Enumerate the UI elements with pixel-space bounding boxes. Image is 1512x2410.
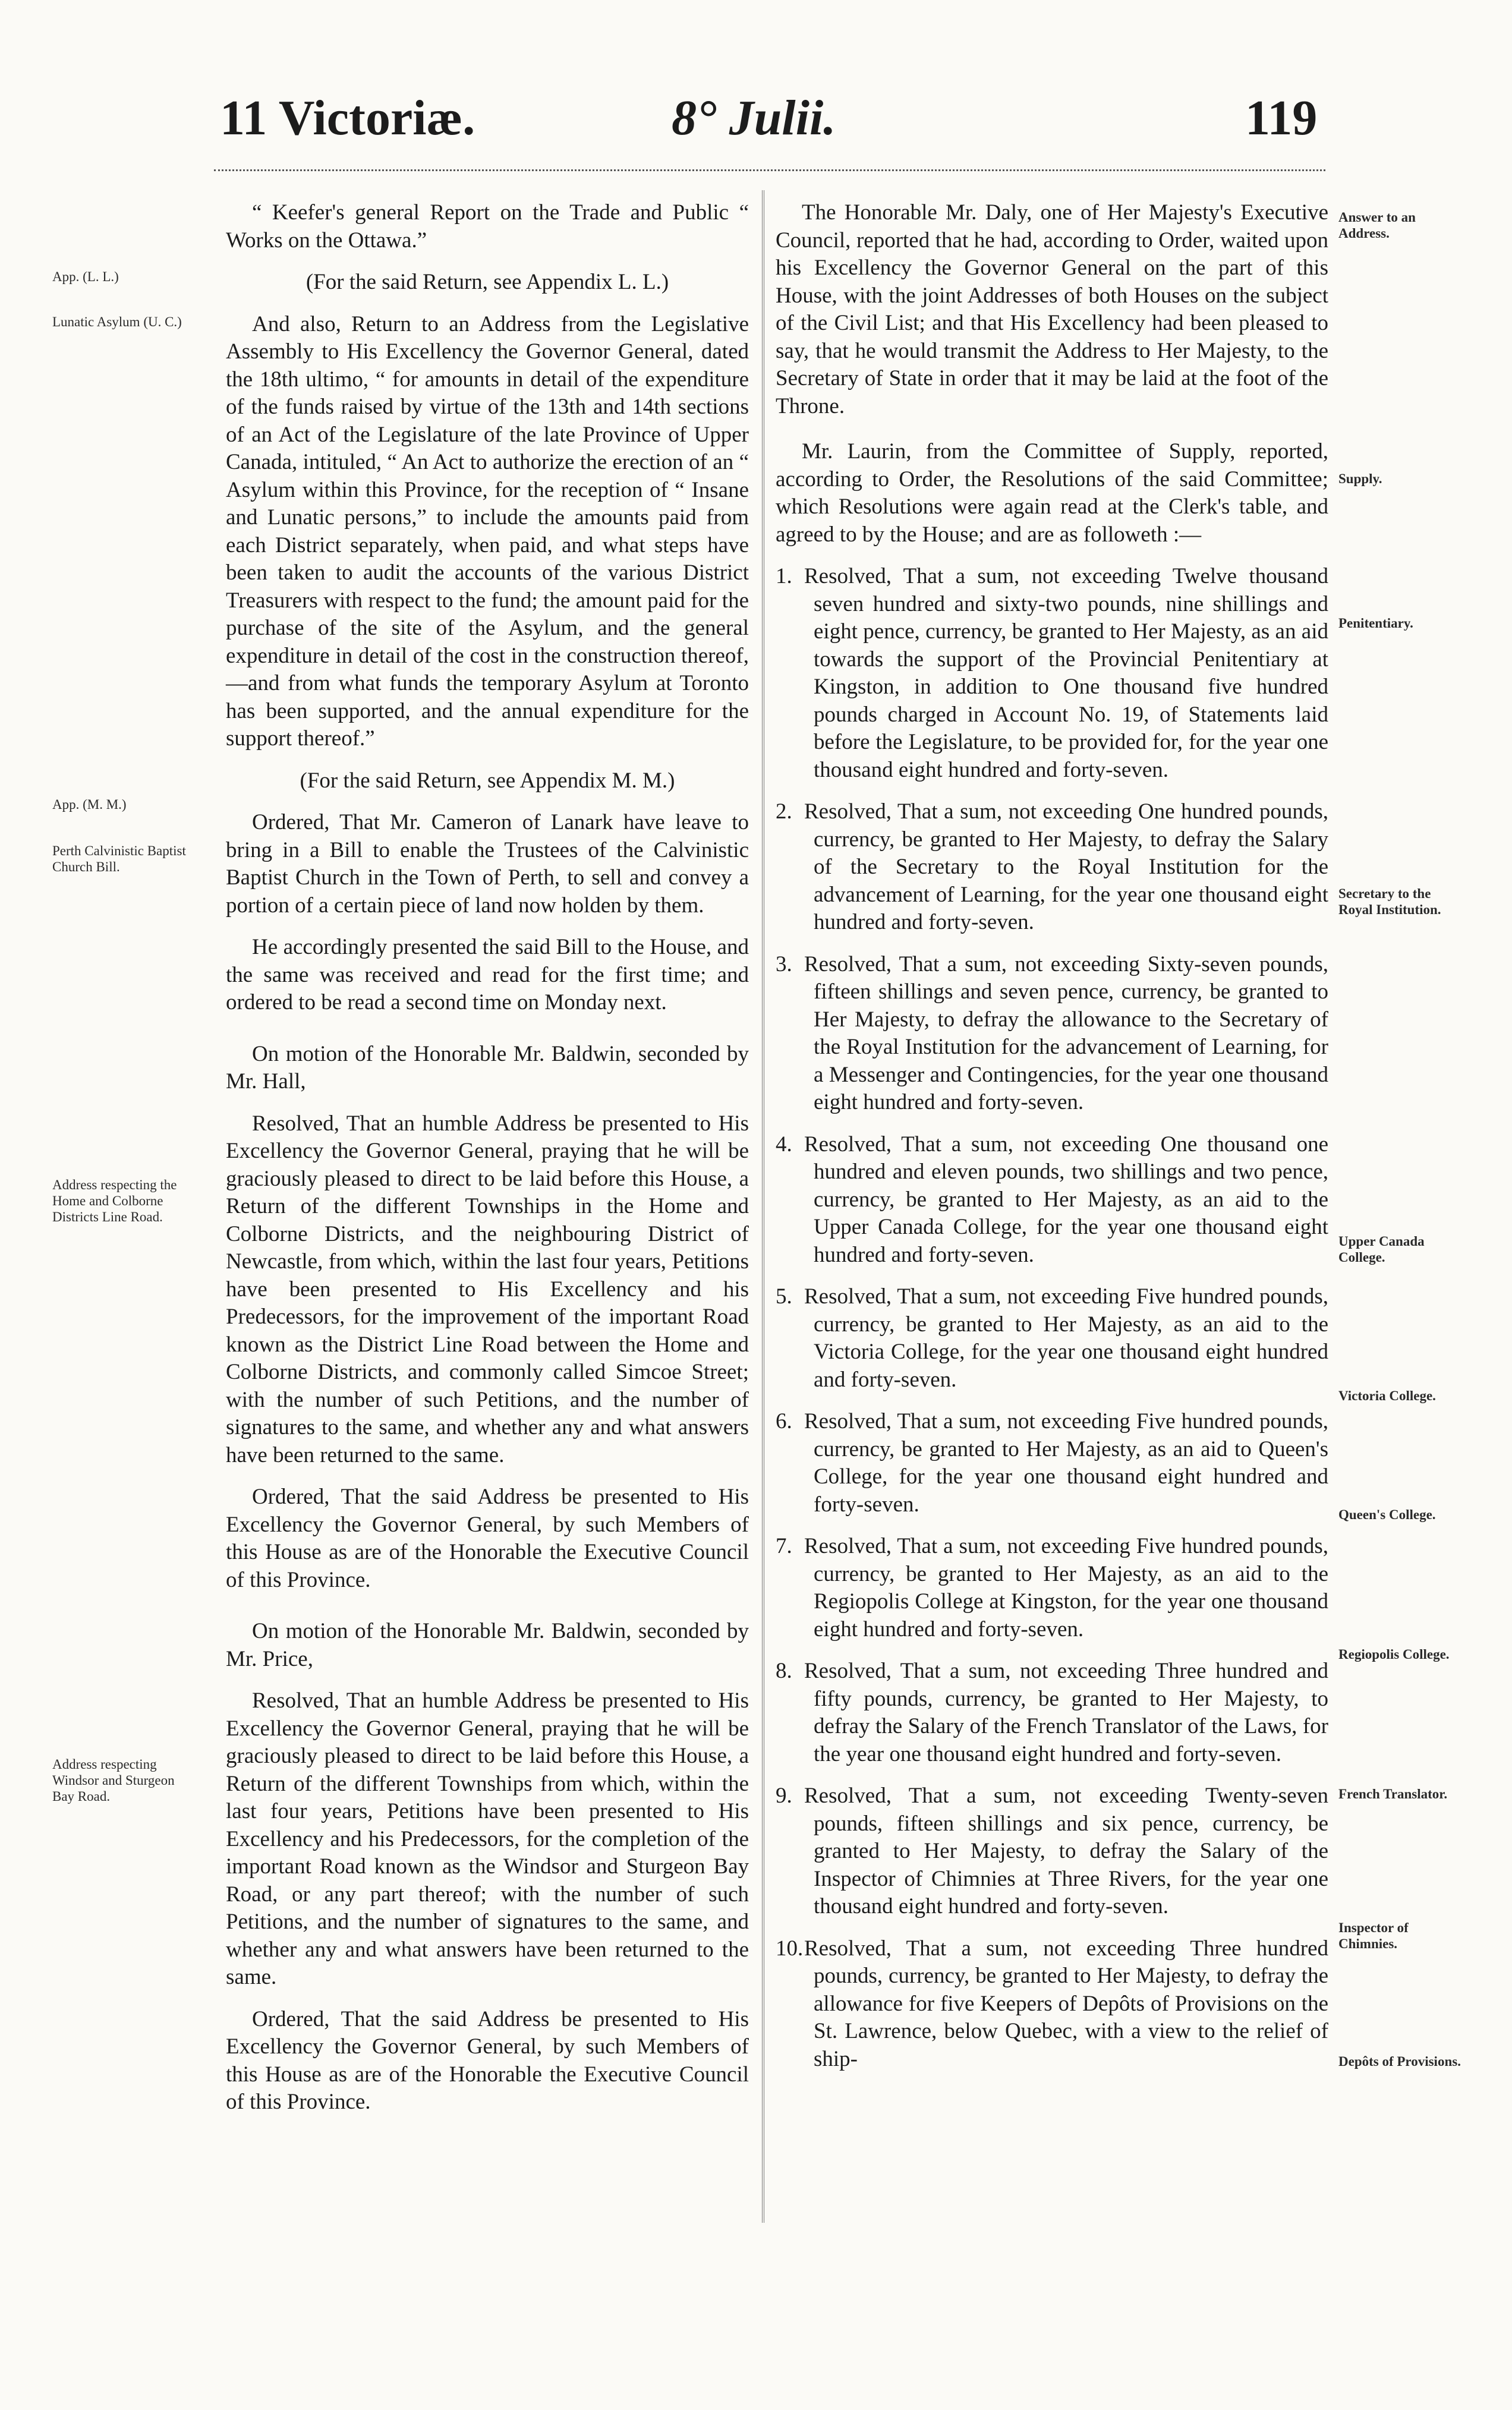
margin-note-victoria: Victoria College. <box>1338 1388 1436 1403</box>
margin-note-app-ll: App. (L. L.) <box>52 269 119 284</box>
right-para-daly-report: The Honorable Mr. Daly, one of Her Majesty's Executive Council, reported that he had, according to Order, waited upon his Excellency the Governor General on the part of this House, with the joint Addresses of both Houses on the subject of the Civil List; and that His Excellency had been pleased to say, that he would transmit the Address to Her Majesty, to the Secretary of State in order that it may be laid at the foot of the Throne. <box>776 200 1328 418</box>
resolution-item <box>776 1782 1328 1921</box>
resolution-number: 2. <box>776 799 792 824</box>
margin-note-supply: Supply. <box>1338 471 1382 486</box>
resolution-item <box>776 1935 1328 2074</box>
left-para-ordered-address-2: Ordered, That the said Address be presented to His Excellency the Governor General, by such Members of this House as are of the Honorable the Executive Council of this Province. <box>226 2006 749 2114</box>
resolution-item <box>776 1131 1328 1269</box>
left-para-ordered-perth: Ordered, That Mr. Cameron of Lanark have leave to bring in a Bill to enable the Trustees of the Calvinistic Baptist Church in the Town of Perth, to sell and convey a portion of a certain piece of land now holden by them. <box>226 810 749 918</box>
left-para-keefer: “ Keefer's general Report on the Trade and Public “ Works on the Ottawa.” <box>226 200 749 253</box>
resolution-number: 7. <box>776 1534 792 1558</box>
margin-note-chimnies: Inspector of Chimnies. <box>1338 1920 1409 1951</box>
resolution-number: 1. <box>776 564 792 588</box>
resolution-text: Resolved, That a sum, not exceeding Twenty-seven pounds, fifteen shillings and six pence, currency, be granted to Her Majesty, to defray the Salary of the Inspector of Chimnies at Three Rivers, for the year one thousand eight hundred and forty-seven. <box>804 1784 1328 1918</box>
left-para-appendix-mm: (For the said Return, see Appendix M. M.) <box>300 768 675 793</box>
resolution-number: 6. <box>776 1409 792 1434</box>
margin-note-french-translator: French Translator. <box>1338 1787 1448 1801</box>
page-number: 119 <box>1245 90 1318 146</box>
resolution-text: Resolved, That a sum, not exceeding One thousand one hundred and eleven pounds, two shillings and two pence, currency, be granted to Her Majesty, as an aid to the Upper Canada College, for the year one thousand eight hundred and forty-seven. <box>804 1132 1328 1267</box>
resolution-text: Resolved, That a sum, not exceeding Twelve thousand seven hundred and sixty-two pounds, nine shillings and eight pence, currency, be granted to Her Majesty, as an aid towards the support of the Provincial Penitentiary at Kingston, in addition to One thousand five hundred pounds charged in Account No. 19, of Statements laid before the Legislature, to be provided for, for the year one thousand eight hundred and forty-seven. <box>804 564 1328 782</box>
resolution-text: Resolved, That a sum, not exceeding Five hundred pounds, currency, be granted to Her Majesty, as an aid to Queen's College, for the year one thousand eight hundred and forty-seven. <box>804 1409 1328 1517</box>
resolution-item <box>776 1283 1328 1394</box>
margin-note-queens: Queen's College. <box>1338 1507 1436 1522</box>
right-para-supply-report: Mr. Laurin, from the Committee of Supply, reported, according to Order, the Resolutions of the said Committee; which Resolutions were again read at the Clerk's table, and agreed to by the House; and are as followeth :— <box>776 439 1328 547</box>
resolution-text: Resolved, That a sum, not exceeding Three hundred pounds, currency, be granted to Her Majesty, to defray the allowance for five Keepers of Depôts of Provisions on the St. Lawrence, below Quebec, with a view to the relief of ship- <box>804 1936 1328 2071</box>
header-date: 8° Julii. <box>672 90 836 146</box>
resolution-number: 9. <box>776 1784 792 1808</box>
resolution-text: Resolved, That a sum, not exceeding Three hundred and fifty pounds, currency, be granted to Her Majesty, to defray the Salary of the French Translator of the Laws, for the year one thousand eight hundred and forty-seven. <box>804 1659 1328 1766</box>
resolution-number: 3. <box>776 952 792 976</box>
resolution-number: 5. <box>776 1284 792 1309</box>
header-rule <box>214 169 1325 171</box>
resolution-item <box>776 951 1328 1117</box>
resolution-text: Resolved, That a sum, not exceeding Sixty-seven pounds, fifteen shillings and seven pence, currency, be granted to Her Majesty, to defray the allowance to the Secretary of the Royal Institution for the advancement of Learning, for a Messenger and Contingencies, for the year one thousand eight hundred and forty-seven. <box>804 952 1328 1114</box>
margin-note-secretary: Secretary to the Royal Institution. <box>1338 886 1441 917</box>
resolution-number: 10. <box>776 1936 804 1961</box>
resolution-item <box>776 798 1328 937</box>
left-para-ordered-address-1: Ordered, That the said Address be presented to His Excellency the Governor General, by such Members of this House as are of the Honorable the Executive Council of this Province. <box>226 1485 749 1592</box>
margin-note-perth-bill: Perth Calvinistic Baptist Church Bill. <box>52 843 186 874</box>
resolution-number: 4. <box>776 1132 792 1157</box>
margin-note-windsor-road: Address respecting Windsor and Sturgeon Bay Road. <box>52 1757 175 1804</box>
margin-note-depots: Depôts of Provisions. <box>1338 2054 1461 2069</box>
resolution-item <box>776 1533 1328 1643</box>
resolution-text: Resolved, That a sum, not exceeding One hundred pounds, currency, be granted to Her Majesty, to defray the Salary of the Secretary to the Royal Institution for the advancement of Learning, for the year one thousand eight hundred and forty-seven. <box>804 799 1328 934</box>
column-divider <box>762 190 764 2223</box>
page-header <box>0 89 1512 160</box>
left-para-appendix-ll: (For the said Return, see Appendix L. L.) <box>305 270 669 294</box>
left-para-bill-presented: He accordingly presented the said Bill to the House, and the same was received and read for the first time; and ordered to be read a second time on Monday next. <box>226 935 749 1015</box>
margin-note-line-road: Address respecting the Home and Colborne Districts Line Road. <box>52 1177 177 1224</box>
right-column <box>776 199 1328 2087</box>
margin-note-penitentiary: Penitentiary. <box>1338 616 1413 631</box>
margin-note-upper-canada: Upper Canada College. <box>1338 1234 1425 1265</box>
resolution-number: 8. <box>776 1659 792 1683</box>
resolution-text: Resolved, That a sum, not exceeding Five hundred pounds, currency, be granted to Her Majesty, as an aid to the Victoria College, for the year one thousand eight hundred and forty-seven. <box>804 1284 1328 1392</box>
resolution-text: Resolved, That a sum, not exceeding Five hundred pounds, currency, be granted to Her Majesty, as an aid to the Regiopolis College at Kingston, for the year one thousand eight hundred and forty-seven. <box>804 1534 1328 1642</box>
left-column <box>226 199 749 2131</box>
resolution-item <box>776 1658 1328 1768</box>
margin-note-app-mm: App. (M. M.) <box>52 797 127 812</box>
left-para-resolved-windsor: Resolved, That an humble Address be presented to His Excellency the Governor General, praying that he will be graciously pleased to direct to be laid before this House, a Return of the different Townships from which, within the last four years, Petitions have been presented to His Excellency and his Predecessors, for the completion of the important Road known as the Windsor and Sturgeon Bay Road, or any part thereof; with the number of such Petitions, and the number of signatures to the same, and whether any and what answers have been returned to the same. <box>226 1688 749 1989</box>
left-para-resolved-line-road: Resolved, That an humble Address be presented to His Excellency the Governor General, praying that he will be graciously pleased to direct to be laid before this House, a Return of the different Townships in the Home and Colborne Districts, and the neighbouring District of Newcastle, from which, within the last four years, Petitions have been presented to His Excellency and his Predecessors, for the improvement of the important Road known as the District Line Road between the Home and Colborne Districts, and commonly called Simcoe Street; with the number of such Petitions, and the number of signatures to the same, and whether any and what answers have been returned to the same. <box>226 1111 749 1467</box>
margin-note-lunatic-asylum: Lunatic Asylum (U. C.) <box>52 314 182 329</box>
left-para-motion-hall: On motion of the Honorable Mr. Baldwin, seconded by Mr. Hall, <box>226 1041 749 1094</box>
margin-note-regiopolis: Regiopolis College. <box>1338 1647 1450 1662</box>
margin-note-answer-address: Answer to an Address. <box>1338 210 1416 241</box>
resolution-item <box>776 1408 1328 1519</box>
resolution-item <box>776 563 1328 784</box>
left-para-motion-price: On motion of the Honorable Mr. Baldwin, seconded by Mr. Price, <box>226 1619 749 1671</box>
header-regnal-year: 11 Victoriæ. <box>220 90 475 146</box>
left-para-asylum-return: And also, Return to an Address from the Legislative Assembly to His Excellency the Governor General, dated the 18th ultimo, “ for amounts in detail of the expenditure of the funds raised by virtue of the 13th and 14th sections of an Act of the Legislature of the late Province of Upper Canada, intituled, “ An Act to authorize the erection of an “ Asylum within this Province, for the reception of “ Insane and Lunatic persons,” to include the amounts paid from each District separately, when paid, and what steps have been taken to audit the accounts of the various District Treasurers with respect to the fund; the amount paid for the purchase of the site of the Asylum, and the general expenditure in detail of the cost in the construction thereof,—and from what funds the temporary Asylum at Toronto has been supported, and the annual expenditure for the support thereof.” <box>226 311 749 751</box>
